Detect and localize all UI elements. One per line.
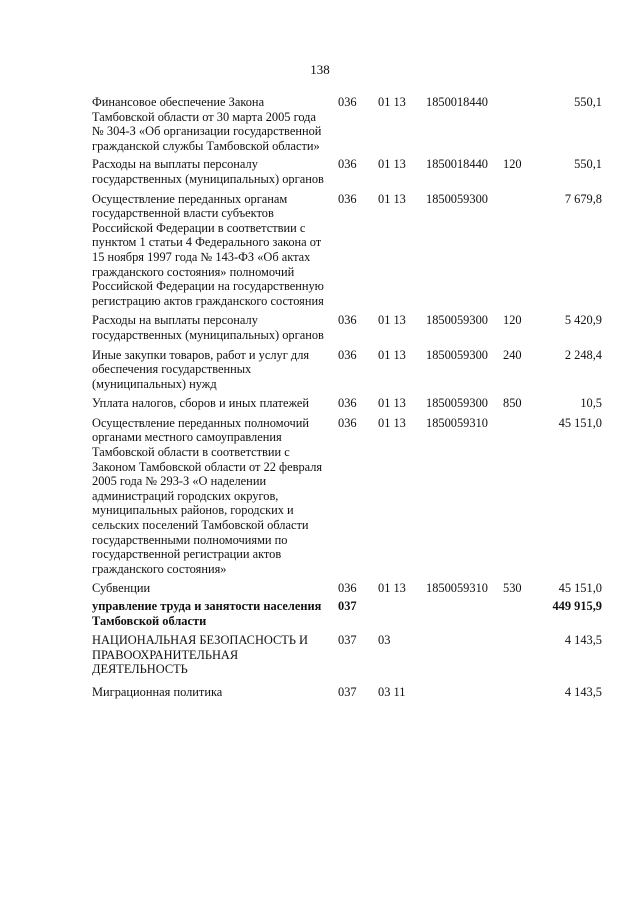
- row-ved: 036: [338, 347, 357, 362]
- row-csr: 1850018440: [426, 157, 488, 172]
- row-name: НАЦИОНАЛЬНАЯ БЕЗОПАСНОСТЬ И ПРАВООХРАНИТЕЛЬНАЯ ДЕЯТЕЛЬНОСТЬ: [92, 633, 308, 677]
- row-rzpr: 01 13: [378, 396, 406, 411]
- row-name: Финансовое обеспечение Закона Тамбовской области от 30 марта 2005 года № 304-З «Об организации государственной гражданской службы Тамбовской области»: [92, 95, 322, 153]
- row-ved: 037: [338, 599, 357, 613]
- row-rzpr: 03 11: [378, 684, 406, 699]
- row-name: Иные закупки товаров, работ и услуг для обеспечения государственных (муниципальных) нужд: [92, 347, 310, 391]
- row-rzpr: 01 13: [378, 95, 406, 109]
- row-amount: 449 915,9: [552, 599, 602, 613]
- row-name: Уплата налогов, сборов и иных платежей: [92, 396, 310, 411]
- row-vr: 240: [503, 347, 522, 362]
- row-name: Расходы на выплаты персоналу государственных (муниципальных) органов: [92, 157, 324, 186]
- row-name: Осуществление переданных полномочий органами местного самоуправления Тамбовской области в соответствии с Законом Тамбовской области от 22 февраля 2005 года № 293-З «О наделении администраций городских округов, муниципальных районов, городских и сельских поселений Тамбовской области государственными полномочиями по государственной регистрации актов гражданского состояния»: [92, 415, 323, 576]
- row-vr: 120: [503, 313, 522, 328]
- row-ved: 036: [338, 157, 357, 172]
- table-row: [0, 581, 640, 596]
- row-ved: 037: [338, 633, 357, 648]
- row-rzpr: 01 13: [378, 191, 406, 206]
- table-row: [0, 633, 640, 677]
- row-ved: 036: [338, 95, 357, 109]
- row-amount: 5 420,9: [564, 313, 602, 328]
- row-ved: 036: [338, 415, 357, 430]
- row-vr: 530: [503, 581, 522, 596]
- row-ved: 036: [338, 581, 357, 596]
- table-row: [0, 599, 640, 628]
- row-rzpr: 01 13: [378, 581, 406, 596]
- row-name: Субвенции: [92, 581, 151, 596]
- row-name: Осуществление переданных органам государственной власти субъектов Российской Федерации в соответствии с пунктом 1 статьи 4 Федерального закона от 15 ноября 1997 года № 143-ФЗ «Об актах гражданского состояния» полномочий Российской Федерации на государственную регистрацию актов гражданского состояния: [92, 191, 324, 308]
- row-vr: 120: [503, 157, 522, 172]
- row-csr: 1850059310: [426, 415, 488, 430]
- budget-table: [0, 95, 640, 700]
- row-amount: 550,1: [574, 157, 602, 172]
- row-csr: 1850018440: [426, 95, 488, 109]
- table-row: [0, 396, 640, 411]
- row-csr: 1850059300: [426, 191, 488, 206]
- row-name: управление труда и занятости населения Тамбовской области: [92, 599, 322, 628]
- row-ved: 037: [338, 684, 357, 699]
- table-row: [0, 95, 640, 153]
- row-ved: 036: [338, 396, 357, 411]
- table-row: [0, 416, 640, 577]
- row-name: Миграционная политика: [92, 684, 223, 699]
- row-ved: 036: [338, 313, 357, 328]
- table-row: [0, 348, 640, 392]
- row-csr: 1850059300: [426, 347, 488, 362]
- row-amount: 10,5: [580, 396, 602, 411]
- row-rzpr: 01 13: [378, 347, 406, 362]
- row-csr: 1850059300: [426, 396, 488, 411]
- table-row: [0, 313, 640, 342]
- row-amount: 4 143,5: [564, 633, 602, 648]
- row-rzpr: 03: [378, 633, 391, 648]
- row-rzpr: 01 13: [378, 415, 406, 430]
- row-vr: 850: [503, 396, 522, 411]
- row-amount: 7 679,8: [564, 191, 602, 206]
- row-amount: 45 151,0: [558, 581, 602, 596]
- row-name: Расходы на выплаты персоналу государственных (муниципальных) органов: [92, 313, 324, 342]
- table-row: [0, 157, 640, 186]
- row-rzpr: 01 13: [378, 313, 406, 328]
- table-row: [0, 685, 640, 700]
- row-amount: 2 248,4: [564, 347, 602, 362]
- row-rzpr: 01 13: [378, 157, 406, 172]
- row-ved: 036: [338, 191, 357, 206]
- row-csr: 1850059310: [426, 581, 488, 596]
- row-amount: 550,1: [574, 95, 602, 109]
- page-number: 138: [310, 62, 330, 77]
- row-amount: 45 151,0: [558, 415, 602, 430]
- row-csr: 1850059300: [426, 313, 488, 328]
- table-row: [0, 192, 640, 309]
- row-amount: 4 143,5: [564, 684, 602, 699]
